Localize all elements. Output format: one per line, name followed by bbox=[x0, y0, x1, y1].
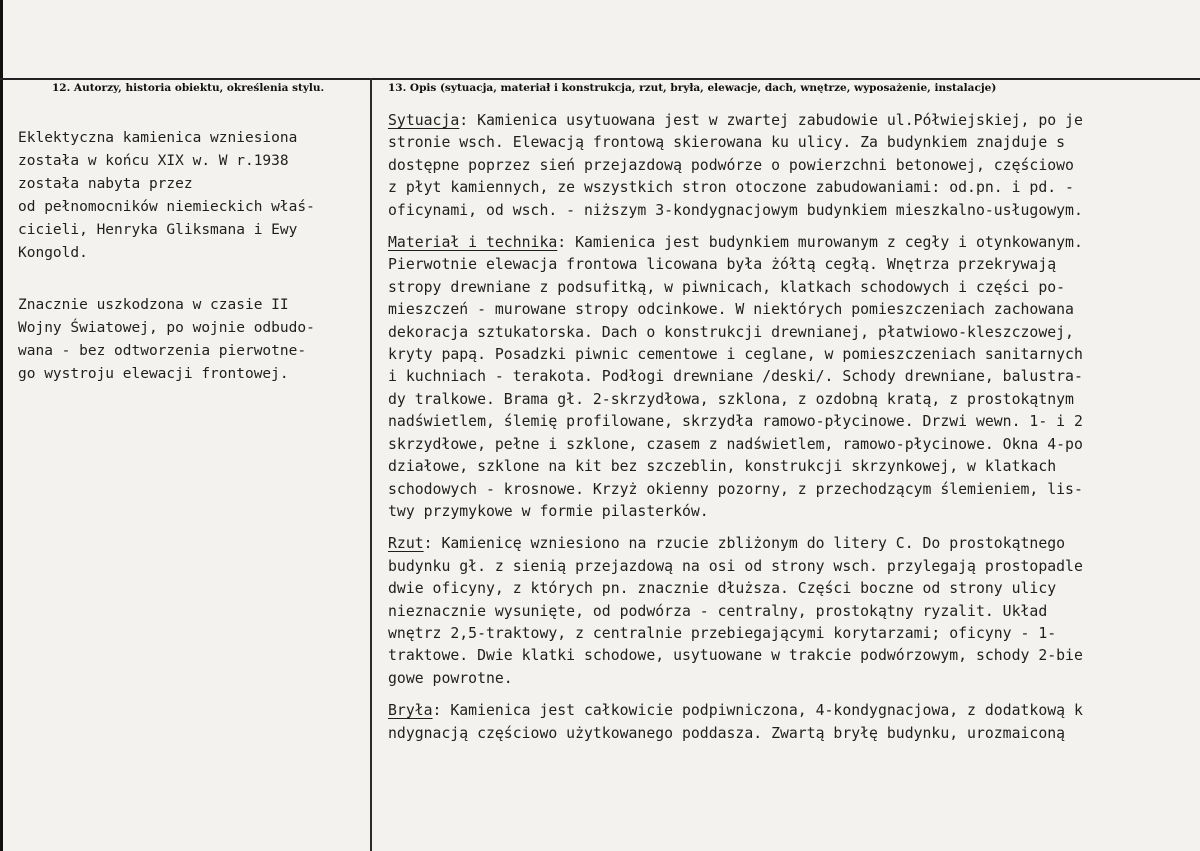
text-line: skrzydłowe, pełne i szklone, czasem z nadświetlem, ramowo-płycinowe. Okna 4-po bbox=[388, 435, 1083, 453]
section-first-line bbox=[388, 700, 1200, 722]
left-edge-border bbox=[0, 0, 3, 851]
section-first-line bbox=[388, 232, 1200, 254]
section-bryla bbox=[388, 700, 1200, 745]
history-column bbox=[18, 104, 370, 415]
text-line: gowe powrotne. bbox=[388, 669, 513, 687]
text-line: dy tralkowe. Brama gł. 2-skrzydłowa, szklona, z ozdobną kratą, z prostokątnym bbox=[388, 390, 1074, 408]
text-line: wnętrz 2,5-traktowy, z centralnie przebiegającymi korytarzami; oficyny - 1- bbox=[388, 624, 1057, 642]
text-line: ndygnacją częściowo użytkowanego poddasza. Zwartą bryłę budynku, urozmaiconą bbox=[388, 724, 1066, 742]
text-line: dostępne poprzez sień przejazdową podwórze o powierzchni betonowej, częściowo bbox=[388, 156, 1074, 174]
section-term: Bryła bbox=[388, 702, 433, 720]
section-first-line bbox=[388, 110, 1200, 132]
text-line: dekoracja sztukatorska. Dach o konstrukcji drewnianej, płatwiowo-kleszczowej, bbox=[388, 323, 1074, 341]
section-12-header: 12. Autorzy, historia obiektu, określenia stylu. bbox=[52, 82, 325, 94]
history-paragraph-1: Eklektyczna kamienica wzniesiona została w końcu XIX w. W r.1938 została nabyta przez od pełnomocników niemieckich właś- cicieli, Henryka Gliksmana i Ewy Kongold. bbox=[18, 130, 315, 261]
column-divider bbox=[370, 78, 372, 851]
section-term: Rzut bbox=[388, 535, 424, 553]
text-line: działowe, szklone na kit bez szczeblin, konstrukcji skrzynkowej, w klatkach bbox=[388, 458, 1057, 476]
text-line: oficynami, od wsch. - niższym 3-kondygnacjowym budynkiem mieszkalno-usługowym. bbox=[388, 201, 1083, 219]
description-column bbox=[388, 110, 1200, 851]
section-term: Materiał i technika bbox=[388, 234, 558, 252]
header-rule bbox=[0, 78, 1200, 80]
section-first-text: : Kamienica usytuowana jest w zwartej zabudowie ul.Półwiejskiej, po je bbox=[459, 112, 1083, 129]
section-first-text: : Kamienicę wzniesiono na rzucie zbliżonym do litery C. Do prostokątnego bbox=[423, 535, 1066, 553]
text-line: traktowe. Dwie klatki schodowe, usytuowane w trakcie podwórzowym, schody 2-bie bbox=[388, 647, 1083, 665]
section-sytuacja bbox=[388, 110, 1200, 222]
text-line: dwie oficyny, z których pn. znacznie dłuższa. Części boczne od strony ulicy bbox=[388, 580, 1057, 598]
text-line: schodowych - krosnowe. Krzyż okienny pozorny, z przechodzącym ślemieniem, lis- bbox=[388, 480, 1083, 498]
text-line: i kuchniach - terakota. Podłogi drewniane /deski/. Schody drewniane, balustra- bbox=[388, 368, 1083, 386]
section-first-text: : Kamienica jest całkowicie podpiwniczona, 4-kondygnacjowa, z dodatkową k bbox=[432, 702, 1083, 720]
section-first-line bbox=[388, 533, 1200, 555]
section-material bbox=[388, 232, 1200, 523]
text-line: mieszczeń - murowane stropy odcinkowe. W niektórych pomieszczeniach zachowana bbox=[388, 301, 1074, 319]
text-line: Pierwotnie elewacja frontowa licowana była żółtą cegłą. Wnętrza przekrywają bbox=[388, 256, 1057, 274]
section-first-text: : Kamienica jest budynkiem murowanym z cegły i otynkowanym. bbox=[557, 234, 1083, 252]
text-line: budynku gł. z sienią przejazdową na osi od strony wsch. przylegają prostopadle bbox=[388, 557, 1083, 575]
history-paragraph-2: Znacznie uszkodzona w czasie II Wojny Światowej, po wojnie odbudo- wana - bez odtworzenia pierwotne- go wystroju elewacji frontowej. bbox=[18, 297, 315, 382]
section-term: Sytuacja bbox=[388, 112, 460, 129]
text-line: nadświetlem, ślemię profilowane, skrzydła ramowo-płycinowe. Drzwi wewn. 1- i 2 bbox=[388, 413, 1083, 431]
text-line: z płyt kamiennych, ze wszystkich stron otoczone zabudowaniami: od.pn. i pd. - bbox=[388, 179, 1074, 197]
text-line: nieznacznie wysunięte, od podwórza - centralny, prostokątny ryzalit. Układ bbox=[388, 602, 1048, 620]
text-line: stronie wsch. Elewacją frontową skierowana ku ulicy. Za budynkiem znajduje s bbox=[388, 134, 1066, 152]
section-13-header: 13. Opis (sytuacja, materiał i konstrukcja, rzut, bryła, elewacje, dach, wnętrze, wyposażenie, instalacje) bbox=[388, 82, 997, 94]
text-line: kryty papą. Posadzki piwnic cementowe i ceglane, w pomieszczeniach sanitarnych bbox=[388, 346, 1083, 364]
text-line: twy przymykowe w formie pilasterków. bbox=[388, 502, 709, 520]
section-rzut bbox=[388, 533, 1200, 690]
text-line: stropy drewniane z podsufitką, w piwnicach, klatkach schodowych i części po- bbox=[388, 278, 1066, 296]
